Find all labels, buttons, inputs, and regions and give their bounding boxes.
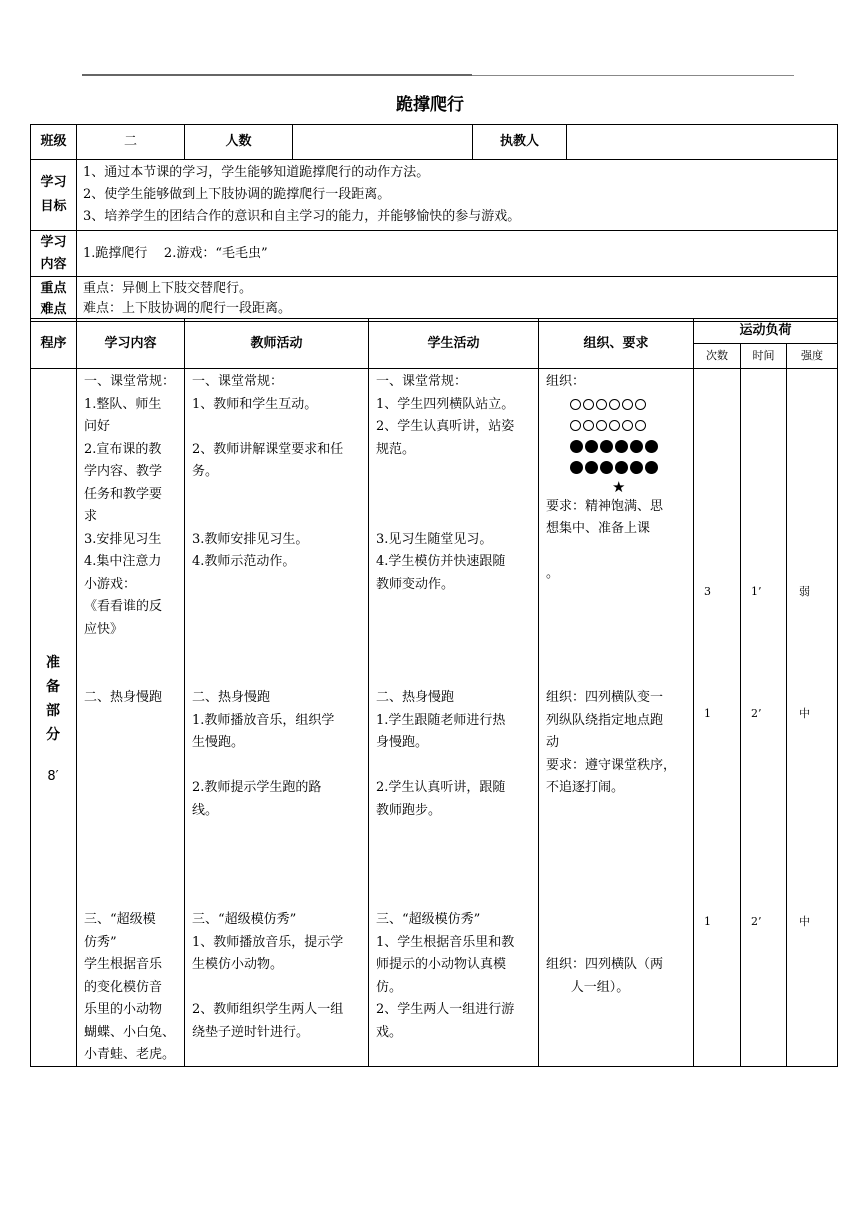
content-label: 学习内容 [31,231,77,277]
student-filled-circle-icon [570,440,583,453]
goal-line: 3、培养学生的团结合作的意识和自主学习的能力，并能够愉快的参与游戏。 [83,209,521,224]
student-open-circle-icon [635,420,646,431]
col-times: 次数 [694,344,741,369]
student-filled-circle-icon [585,461,598,474]
lesson-info-table [30,124,838,322]
student-open-circle-icon [570,399,581,410]
section-name: 准 备 部 分 [46,655,60,743]
times-value: 1 [704,915,711,928]
times-value: 3 [704,585,711,598]
intensity-value: 中 [799,915,810,928]
intensity-value: 弱 [799,585,810,598]
col-procedure: 程序 [31,319,77,369]
org-column [539,369,694,1067]
teacher-value [567,125,838,160]
content-block-1: 一、课堂常规： 1.整队、师生 问好 2.宣布课的教 学内容、教学 任务和教学要 求 3.安排见习生 4.集中注意力 小游戏： 《看看谁的反 应快》 [84,374,176,637]
student-filled-circle-icon [600,461,613,474]
goal-line: 1、通过本节课的学习，学生能够知道跪撑爬行的动作方法。 [83,165,430,180]
duration-value: 2’ [751,707,762,720]
section-minutes: 8′ [47,769,59,784]
student-filled-circle-icon [630,440,643,453]
duration-column [741,369,787,1067]
student-filled-circle-icon [600,440,613,453]
student-filled-circle-icon [645,440,658,453]
header-rule-left [82,74,472,76]
student-filled-circle-icon [570,461,583,474]
teacher-star-icon: ★ [612,477,626,496]
teacher-block-2: 二、热身慢跑 1.教师播放音乐，组织学 生慢跑。 2.教师提示学生跑的路 线。 [192,690,335,818]
student-filled-circle-icon [615,461,628,474]
content-block-2: 二、热身慢跑 [84,690,163,705]
document-title: 跪撑爬行 [396,95,464,115]
content-column [77,369,185,1067]
student-block-1: 一、课堂常规： 1、学生四列横队站立。 2、学生认真听讲，站姿 规范。 3.见习生随堂见习。 4.学生模仿并快速跟随 教师变动作。 [376,374,515,592]
intensity-value: 中 [799,707,810,720]
keypoint-line: 难点：上下肢协调的爬行一段距离。 [83,301,292,316]
student-open-circle-icon [596,399,607,410]
times-value: 1 [704,707,711,720]
student-filled-circle-icon [615,440,628,453]
student-filled-circle-icon [645,461,658,474]
formation-row-filled [570,436,689,457]
intensity-column [787,369,838,1067]
keypoints-label: 重点难点 [31,277,77,322]
times-column [694,369,741,1067]
goal-line: 2、使学生能够做到上下肢协调的跪撑爬行一段距离。 [83,187,391,202]
org-block-2: 组织：四列横队变一 列纵队绕指定地点跑 动 要求：遵守课堂秩序， 不追逐打闹。 [546,690,677,795]
student-open-circle-icon [635,399,646,410]
org-block-3: 组织：四列横队（两 人一组）。 [546,957,664,995]
col-teacher: 教师活动 [185,319,369,369]
student-open-circle-icon [583,420,594,431]
goals-text [77,160,838,231]
col-load: 运动负荷 [694,319,838,344]
col-duration: 时间 [741,344,787,369]
content-block-3: 三、“超级模 仿秀” 学生根据音乐 的变化模仿音 乐里的小动物 蝴蝶、小白兔、 小青蛙、老虎。 [84,912,176,1062]
student-open-circle-icon [583,399,594,410]
org-block-1: 组织： ★ 要求：精神饱满、思 想集中、准备上课 。 [546,371,689,586]
teacher-block-1: 一、课堂常规： 1、教师和学生互动。 2、教师讲解课堂要求和任 务。 3.教师安排见习生。 4.教师示范动作。 [192,374,344,569]
formation-row-open [570,415,689,436]
header-rule-right [472,75,794,76]
col-intensity: 强度 [787,344,838,369]
teacher-column [185,369,369,1067]
col-content: 学习内容 [77,319,185,369]
count-label: 人数 [185,125,293,160]
student-open-circle-icon [609,399,620,410]
student-open-circle-icon [609,420,620,431]
student-open-circle-icon [596,420,607,431]
student-column [369,369,539,1067]
keypoint-line: 重点：异侧上下肢交替爬行。 [83,281,253,296]
col-student: 学生活动 [369,319,539,369]
student-filled-circle-icon [630,461,643,474]
student-block-2: 二、热身慢跑 1.学生跟随老师进行热 身慢跑。 2.学生认真听讲，跟随 教师跑步。 [376,690,506,818]
student-block-3: 三、“超级模仿秀” 1、学生根据音乐里和教 师提示的小动物认真模 仿。 2、学生两人一组进行游 戏。 [376,912,515,1040]
formation-row-filled [570,457,689,478]
formation-diagram [546,394,689,496]
teacher-label: 执教人 [473,125,567,160]
duration-value: 2’ [751,915,762,928]
count-value [293,125,473,160]
teacher-block-3: 三、“超级模仿秀” 1、教师播放音乐，提示学 生模仿小动物。 2、教师组织学生两人一组 绕垫子逆时针进行。 [192,912,344,1040]
duration-value: 1’ [751,585,762,598]
col-org: 组织、要求 [539,319,694,369]
class-label: 班级 [31,125,77,160]
procedure-table [30,318,838,1067]
goals-label: 学习目标 [31,160,77,231]
student-open-circle-icon [570,420,581,431]
formation-row-open [570,394,689,415]
keypoints-text [77,277,838,322]
student-open-circle-icon [622,399,633,410]
section-cell [31,369,77,1067]
class-value: 二 [77,125,185,160]
student-filled-circle-icon [585,440,598,453]
content-text: 1.跪撑爬行 2.游戏：“毛毛虫” [77,231,838,277]
student-open-circle-icon [622,420,633,431]
